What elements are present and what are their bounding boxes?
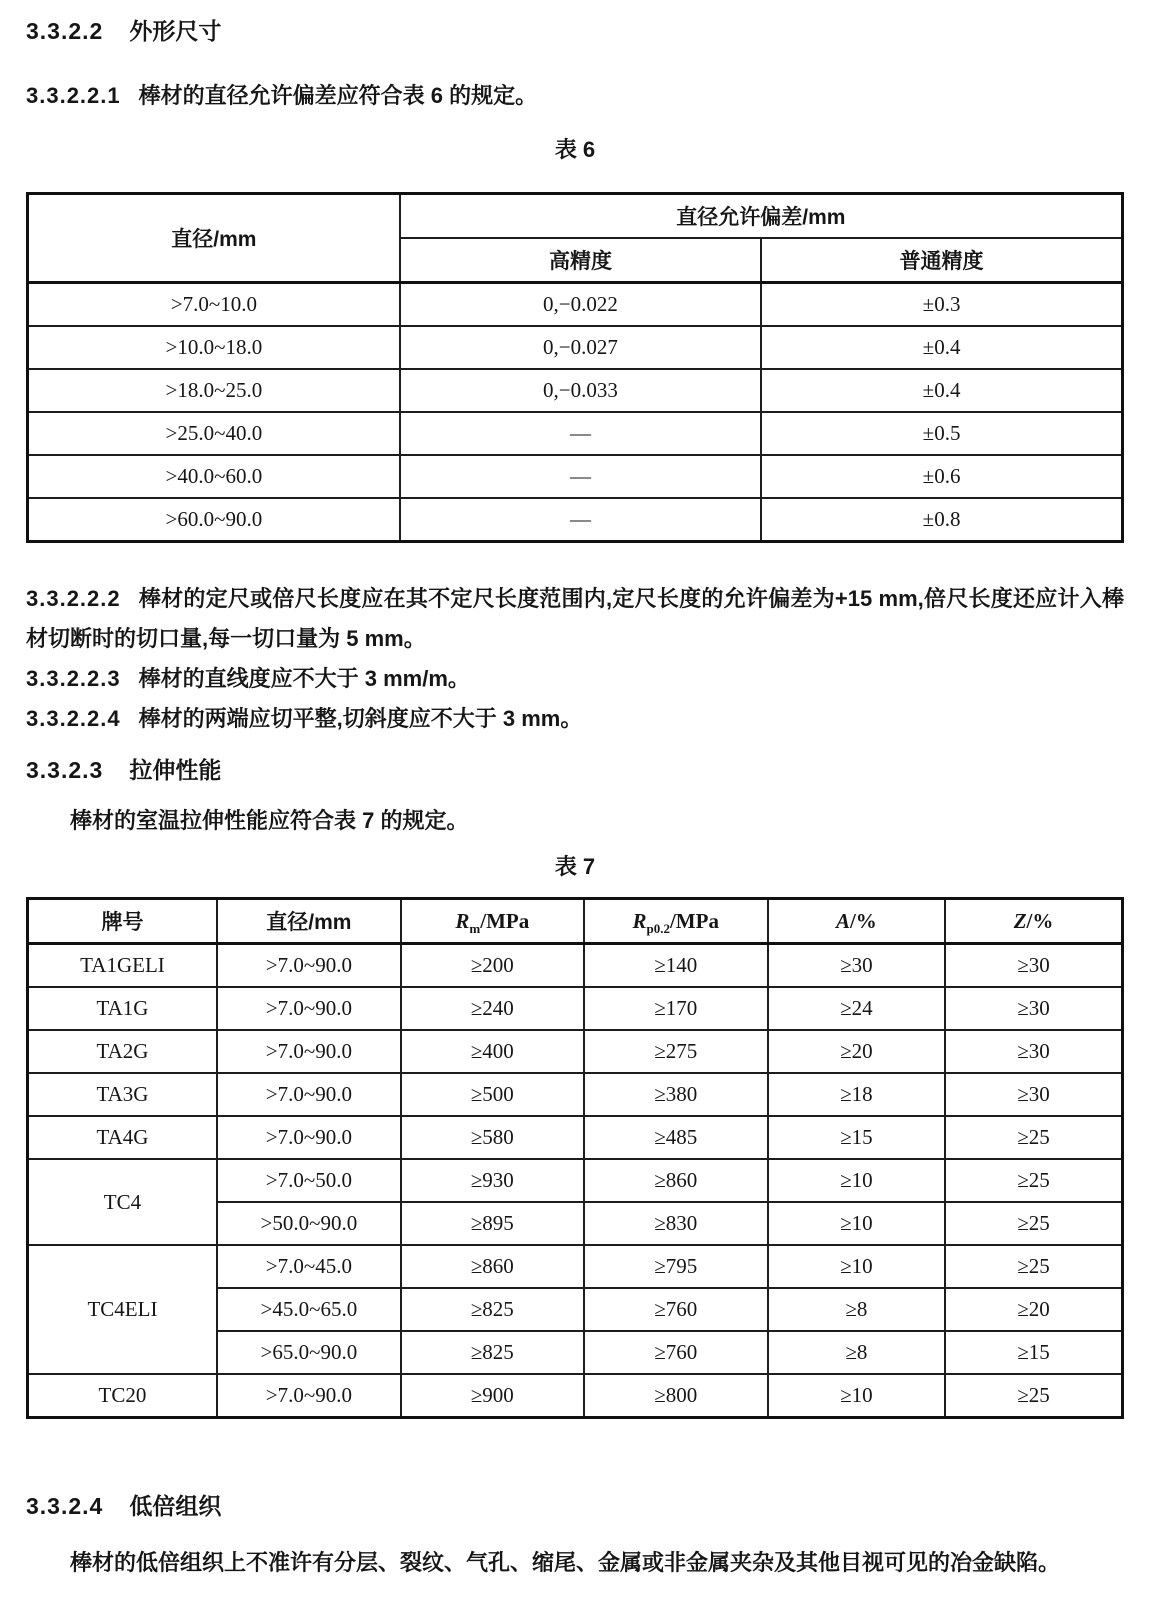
cell-reduction: ≥25 — [945, 1202, 1122, 1245]
cell-rp02: ≥800 — [584, 1374, 768, 1418]
clause-paragraph-tensile-intro: 棒材的室温拉伸性能应符合表 7 的规定。 — [70, 808, 469, 833]
col-header-elongation — [768, 899, 945, 944]
cell-high-precision: 0,−0.033 — [400, 369, 761, 412]
cell-grade: TA2G — [28, 1030, 217, 1073]
cell-diameter-range: >7.0~90.0 — [217, 1073, 401, 1116]
section-heading-shape-dimensions — [26, 16, 1124, 46]
cell-grade: TC4 — [28, 1159, 217, 1245]
rm-symbol: R — [455, 908, 470, 933]
clause-paragraph-length-tolerance — [26, 579, 1124, 659]
clause-text: 棒材的定尺或倍尺长度应在其不定尺长度范围内,定尺长度的允许偏差为+15 mm,倍尺长度还应计入棒材切断时的切口量,每一切口量为 5 mm。 — [26, 586, 1124, 651]
cell-rm: ≥825 — [401, 1331, 584, 1374]
cell-elongation: ≥10 — [768, 1245, 945, 1288]
table-row — [28, 1374, 1123, 1418]
clause-text: 棒材的直线度应不大于 3 mm/m。 — [138, 666, 470, 691]
cell-rm: ≥895 — [401, 1202, 584, 1245]
cell-rp02: ≥485 — [584, 1116, 768, 1159]
clause-number: 3.3.2.2.2 — [26, 586, 121, 611]
cell-rp02: ≥760 — [584, 1331, 768, 1374]
col-header-diameter: 直径/mm — [28, 194, 400, 283]
clause-text: 棒材的两端应切平整,切斜度应不大于 3 mm。 — [138, 706, 583, 731]
a-symbol: A — [835, 908, 850, 933]
cell-normal-precision: ±0.4 — [761, 369, 1122, 412]
cell-rm: ≥930 — [401, 1159, 584, 1202]
cell-high-precision: — — [400, 498, 761, 542]
col-header-tolerance-group: 直径允许偏差/mm — [400, 194, 1123, 239]
rm-unit: /MPa — [480, 908, 530, 933]
table-row — [28, 412, 1123, 455]
cell-diameter-range: >7.0~45.0 — [217, 1245, 401, 1288]
cell-grade: TA1GELI — [28, 944, 217, 988]
cell-rm: ≥900 — [401, 1374, 584, 1418]
table-row — [28, 283, 1123, 327]
cell-elongation: ≥10 — [768, 1374, 945, 1418]
col-header-diameter: 直径/mm — [217, 899, 401, 944]
cell-elongation: ≥10 — [768, 1202, 945, 1245]
cell-grade: TA1G — [28, 987, 217, 1030]
clause-number: 3.3.2.3 — [26, 757, 104, 783]
table-row — [28, 944, 1123, 988]
cell-rm: ≥580 — [401, 1116, 584, 1159]
col-header-normal-precision: 普通精度 — [761, 238, 1122, 283]
table-row — [28, 1159, 1123, 1202]
cell-rm: ≥500 — [401, 1073, 584, 1116]
table-row — [28, 1073, 1123, 1116]
cell-reduction: ≥15 — [945, 1331, 1122, 1374]
cell-diameter-range: >7.0~50.0 — [217, 1159, 401, 1202]
table-row — [28, 1030, 1123, 1073]
cell-diameter-range: >7.0~90.0 — [217, 1030, 401, 1073]
clause-title: 低倍组织 — [129, 1493, 222, 1519]
cell-diameter-range: >25.0~40.0 — [28, 412, 400, 455]
cell-rp02: ≥170 — [584, 987, 768, 1030]
cell-high-precision: — — [400, 412, 761, 455]
rp02-symbol: R — [632, 908, 647, 933]
rp02-unit: /MPa — [669, 908, 719, 933]
cell-normal-precision: ±0.5 — [761, 412, 1122, 455]
table7-header-row — [28, 899, 1123, 944]
col-header-grade: 牌号 — [28, 899, 217, 944]
cell-rp02: ≥140 — [584, 944, 768, 988]
z-unit: /% — [1026, 908, 1054, 933]
cell-grade: TC4ELI — [28, 1245, 217, 1374]
cell-diameter-range: >7.0~90.0 — [217, 1116, 401, 1159]
clause-title: 拉伸性能 — [129, 757, 222, 783]
clause-paragraph-straightness — [26, 659, 1124, 699]
cell-diameter-range: >7.0~90.0 — [217, 1374, 401, 1418]
cell-reduction: ≥25 — [945, 1374, 1122, 1418]
cell-elongation: ≥24 — [768, 987, 945, 1030]
cell-high-precision: 0,−0.022 — [400, 283, 761, 327]
cell-elongation: ≥15 — [768, 1116, 945, 1159]
cell-normal-precision: ±0.3 — [761, 283, 1122, 327]
cell-reduction: ≥30 — [945, 944, 1122, 988]
cell-diameter-range: >65.0~90.0 — [217, 1331, 401, 1374]
table-row — [28, 1116, 1123, 1159]
cell-rp02: ≥380 — [584, 1073, 768, 1116]
table6-diameter-tolerance — [26, 192, 1124, 543]
cell-rp02: ≥830 — [584, 1202, 768, 1245]
clause-number: 3.3.2.2.4 — [26, 706, 121, 731]
cell-grade: TA4G — [28, 1116, 217, 1159]
cell-reduction: ≥25 — [945, 1116, 1122, 1159]
clause-title: 外形尺寸 — [129, 18, 222, 44]
section-heading-macrostructure — [26, 1491, 1124, 1521]
cell-diameter-range: >60.0~90.0 — [28, 498, 400, 542]
cell-diameter-range: >7.0~10.0 — [28, 283, 400, 327]
cell-normal-precision: ±0.4 — [761, 326, 1122, 369]
clause-paragraph-end-cut — [26, 699, 1124, 739]
rm-subscript: m — [469, 920, 481, 936]
cell-elongation: ≥10 — [768, 1159, 945, 1202]
cell-rm: ≥825 — [401, 1288, 584, 1331]
table6-caption: 表 6 — [554, 137, 596, 162]
cell-normal-precision: ±0.6 — [761, 455, 1122, 498]
col-header-rp02 — [584, 899, 768, 944]
table-row — [28, 1245, 1123, 1288]
cell-diameter-range: >50.0~90.0 — [217, 1202, 401, 1245]
cell-rm: ≥200 — [401, 944, 584, 988]
cell-rp02: ≥795 — [584, 1245, 768, 1288]
cell-elongation: ≥8 — [768, 1288, 945, 1331]
clause-number: 3.3.2.2 — [26, 18, 104, 44]
col-header-high-precision: 高精度 — [400, 238, 761, 283]
clause-text: 棒材的直径允许偏差应符合表 6 的规定。 — [138, 83, 538, 108]
clause-paragraph-diameter-tolerance — [26, 76, 1124, 116]
section-heading-tensile-properties — [26, 755, 1124, 785]
table7-tensile-properties — [26, 897, 1124, 1419]
table-row — [28, 498, 1123, 542]
cell-diameter-range: >18.0~25.0 — [28, 369, 400, 412]
cell-elongation: ≥30 — [768, 944, 945, 988]
cell-normal-precision: ±0.8 — [761, 498, 1122, 542]
table-row — [28, 987, 1123, 1030]
cell-high-precision: — — [400, 455, 761, 498]
cell-elongation: ≥18 — [768, 1073, 945, 1116]
cell-grade: TC20 — [28, 1374, 217, 1418]
cell-diameter-range: >40.0~60.0 — [28, 455, 400, 498]
col-header-rm — [401, 899, 584, 944]
cell-reduction: ≥30 — [945, 987, 1122, 1030]
table6-header-row-1 — [28, 194, 1123, 239]
table7-caption: 表 7 — [554, 854, 596, 879]
z-symbol: Z — [1013, 908, 1027, 933]
cell-reduction: ≥30 — [945, 1073, 1122, 1116]
rp02-subscript: p0.2 — [646, 920, 670, 936]
cell-grade: TA3G — [28, 1073, 217, 1116]
cell-diameter-range: >10.0~18.0 — [28, 326, 400, 369]
cell-rp02: ≥760 — [584, 1288, 768, 1331]
cell-diameter-range: >45.0~65.0 — [217, 1288, 401, 1331]
table-row — [28, 455, 1123, 498]
cell-elongation: ≥8 — [768, 1331, 945, 1374]
cell-reduction: ≥20 — [945, 1288, 1122, 1331]
cell-reduction: ≥30 — [945, 1030, 1122, 1073]
cell-elongation: ≥20 — [768, 1030, 945, 1073]
clause-number: 3.3.2.2.1 — [26, 83, 121, 108]
col-header-reduction — [945, 899, 1122, 944]
cell-diameter-range: >7.0~90.0 — [217, 987, 401, 1030]
cell-high-precision: 0,−0.027 — [400, 326, 761, 369]
clause-number: 3.3.2.2.3 — [26, 666, 121, 691]
clause-number: 3.3.2.4 — [26, 1493, 104, 1519]
cell-reduction: ≥25 — [945, 1159, 1122, 1202]
cell-rm: ≥240 — [401, 987, 584, 1030]
cell-diameter-range: >7.0~90.0 — [217, 944, 401, 988]
clause-paragraph-macrostructure: 棒材的低倍组织上不准许有分层、裂纹、气孔、缩尾、金属或非金属夹杂及其他目视可见的冶金缺陷。 — [70, 1550, 1061, 1575]
cell-rp02: ≥275 — [584, 1030, 768, 1073]
cell-reduction: ≥25 — [945, 1245, 1122, 1288]
table-row — [28, 326, 1123, 369]
cell-rm: ≥860 — [401, 1245, 584, 1288]
a-unit: /% — [849, 908, 877, 933]
cell-rp02: ≥860 — [584, 1159, 768, 1202]
table-row — [28, 369, 1123, 412]
cell-rm: ≥400 — [401, 1030, 584, 1073]
